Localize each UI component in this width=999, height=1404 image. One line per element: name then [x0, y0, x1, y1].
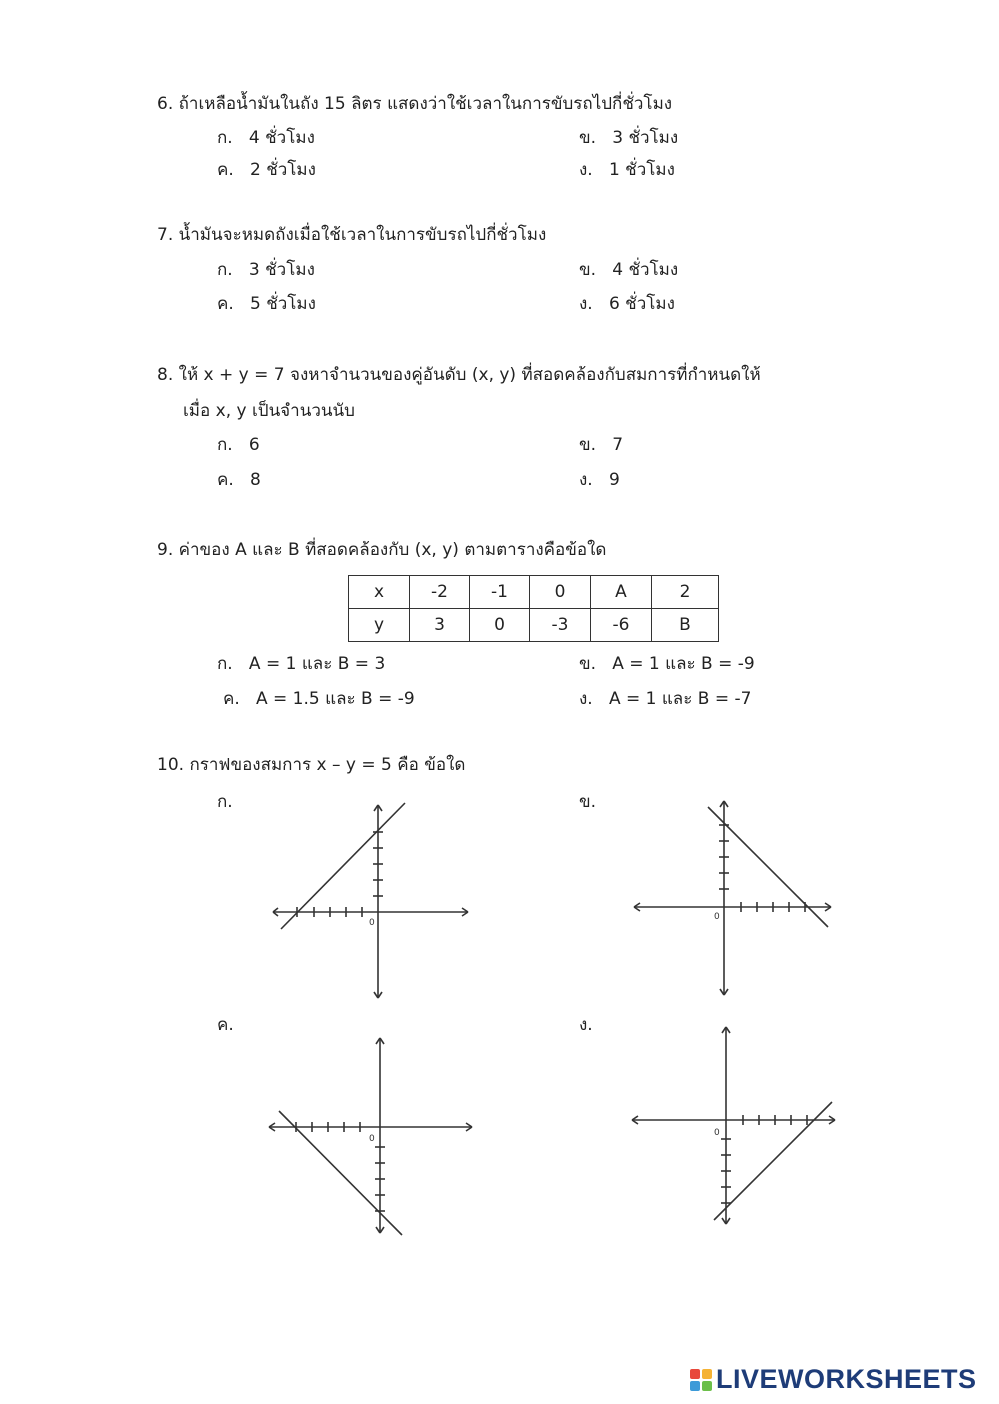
logo-square: [702, 1369, 712, 1379]
question-10: [157, 751, 465, 778]
table-cell: y: [349, 609, 410, 642]
graph-line: [708, 807, 828, 927]
table-cell: x: [349, 576, 410, 609]
option-text: 8: [250, 470, 261, 490]
origin-label: 0: [714, 912, 720, 922]
option-label: ก.: [217, 654, 233, 674]
option-text: 1 ชั่วโมง: [608, 160, 675, 180]
graph-line: [281, 803, 405, 929]
q10-option-b-label[interactable]: ข.: [579, 792, 597, 812]
q9-option-c[interactable]: [223, 685, 415, 712]
origin-label: 0: [369, 918, 375, 928]
graph-d[interactable]: [628, 1022, 838, 1232]
option-label: ก.: [217, 435, 233, 455]
table-cell: -3: [530, 609, 591, 642]
question-9: [157, 536, 606, 563]
option-text: A = 1 และ B = 3: [248, 654, 386, 674]
table-cell: 0: [530, 576, 591, 609]
question-8-line-2: เมื่อ x, y เป็นจำนวนนับ: [183, 401, 355, 421]
q6-option-d[interactable]: [579, 156, 675, 183]
option-text: 6: [248, 435, 260, 455]
q8-option-b[interactable]: [579, 431, 623, 458]
option-text: A = 1.5 และ B = -9: [256, 689, 415, 709]
option-label: ข.: [579, 435, 597, 455]
q10-option-d-label[interactable]: ง.: [579, 1015, 593, 1035]
table-cell: 0: [470, 609, 530, 642]
graph-a[interactable]: [265, 795, 475, 1005]
table-row-x: [349, 576, 719, 609]
option-text: 5 ชั่วโมง: [250, 294, 316, 314]
question-8: [157, 361, 761, 388]
option-label: ก.: [217, 260, 233, 280]
liveworksheets-logo[interactable]: [690, 1364, 977, 1395]
q8-option-d[interactable]: [579, 466, 620, 493]
liveworksheets-icon: [690, 1369, 712, 1391]
option-label: ค.: [217, 470, 234, 490]
question-number: 8.: [157, 365, 174, 385]
question-7: [157, 221, 546, 248]
table-cell: 3: [410, 609, 470, 642]
option-text: 3 ชั่วโมง: [248, 260, 315, 280]
option-label: ค.: [217, 160, 234, 180]
question-text: กราฟของสมการ x – y = 5 คือ ข้อใด: [189, 755, 466, 775]
q6-option-c[interactable]: [217, 156, 316, 183]
option-text: 9: [608, 470, 620, 490]
q9-option-a[interactable]: [217, 650, 385, 677]
question-number: 7.: [157, 225, 174, 245]
option-label: ก.: [217, 128, 233, 148]
q8-option-c[interactable]: [217, 466, 261, 493]
value-table: [348, 575, 719, 642]
logo-square: [690, 1381, 700, 1391]
q9-option-d[interactable]: [579, 685, 751, 712]
option-text: 4 ชั่วโมง: [248, 128, 315, 148]
table-cell: B: [652, 609, 719, 642]
graph-line: [279, 1111, 402, 1235]
option-text: A = 1 และ B = -9: [612, 654, 755, 674]
option-label: ข.: [579, 654, 597, 674]
option-text: 2 ชั่วโมง: [250, 160, 316, 180]
question-text: ค่าของ A และ B ที่สอดคล้องกับ (x, y) ตามตารางคือข้อใด: [178, 540, 607, 560]
option-text: A = 1 และ B = -7: [608, 689, 752, 709]
q6-option-b[interactable]: [579, 124, 678, 151]
table-cell: -6: [591, 609, 652, 642]
q10-option-a-label[interactable]: ก.: [217, 792, 233, 812]
question-number: 6.: [157, 94, 174, 114]
option-label: ข.: [579, 128, 597, 148]
option-label: ค.: [217, 294, 234, 314]
origin-label: 0: [714, 1128, 720, 1138]
option-label: ง.: [579, 470, 593, 490]
q7-option-b[interactable]: [579, 256, 678, 283]
option-label: ค.: [223, 689, 240, 709]
question-text: น้ำมันจะหมดถังเมื่อใช้เวลาในการขับรถไปกี่ชั่วโมง: [178, 225, 547, 245]
table-cell: -1: [470, 576, 530, 609]
q7-option-a[interactable]: [217, 256, 315, 283]
table-cell: -2: [410, 576, 470, 609]
option-label: ข.: [579, 260, 597, 280]
q7-option-d[interactable]: [579, 290, 675, 317]
option-label: ง.: [579, 294, 593, 314]
table-cell: A: [591, 576, 652, 609]
origin-label: 0: [369, 1134, 375, 1144]
logo-square: [690, 1369, 700, 1379]
q10-option-c-label[interactable]: ค.: [217, 1015, 234, 1035]
option-text: 6 ชั่วโมง: [608, 294, 675, 314]
option-text: 3 ชั่วโมง: [612, 128, 679, 148]
q6-option-a[interactable]: [217, 124, 315, 151]
logo-square: [702, 1381, 712, 1391]
brand-name: LIVEWORKSHEETS: [716, 1364, 977, 1394]
graph-b[interactable]: [628, 795, 838, 1005]
graph-c[interactable]: [265, 1033, 480, 1243]
table-cell: 2: [652, 576, 719, 609]
question-text: ให้ x + y = 7 จงหาจำนวนของคู่อันดับ (x, y) ที่สอดคล้องกับสมการที่กำหนดให้: [178, 365, 761, 385]
q8-option-a[interactable]: [217, 431, 260, 458]
option-label: ง.: [579, 160, 593, 180]
q7-option-c[interactable]: [217, 290, 316, 317]
question-number: 9.: [157, 540, 174, 560]
q9-option-b[interactable]: [579, 650, 755, 677]
table-row-y: [349, 609, 719, 642]
option-label: ง.: [579, 689, 593, 709]
question-6: [157, 90, 672, 117]
question-number: 10.: [157, 755, 185, 775]
option-text: 4 ชั่วโมง: [612, 260, 679, 280]
question-text: ถ้าเหลือน้ำมันในถัง 15 ลิตร แสดงว่าใช้เวลาในการขับรถไปกี่ชั่วโมง: [178, 94, 673, 114]
option-text: 7: [612, 435, 624, 455]
